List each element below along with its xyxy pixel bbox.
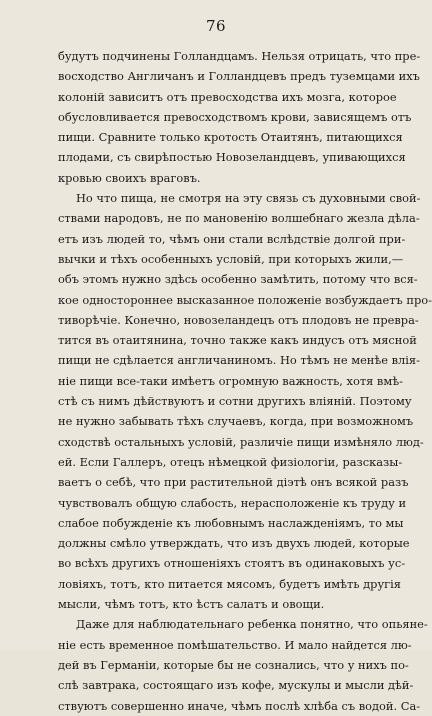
text-line: ніе есть временное помѣшательство. И мало найдется лю- [58, 637, 412, 652]
paragraph-3 [58, 614, 428, 715]
text-line: ей. Если Галлеръ, отецъ нѣмецкой физіологіи, разсказы- [58, 454, 403, 469]
text-line: должны смѣло утверждать, что изъ двухъ людей, которые [58, 536, 410, 551]
text-line: не нужно забывать тѣхъ случаевъ, когда, при возможномъ [58, 414, 414, 429]
text-line: вычки и тѣхъ особенныхъ условій, при которыхъ жили,— [58, 251, 404, 266]
text-line: объ этомъ нужно здѣсь особенно замѣтить, потому что вся- [58, 272, 418, 287]
text-line: тиворѣчіе. Конечно, новозеландецъ отъ плодовъ не превра- [58, 312, 419, 327]
text-line: Но что пища, не смотря на эту связь съ духовными свой- [76, 191, 421, 206]
text-line: обусловливается превосходствомъ крови, зависящемъ отъ [58, 109, 412, 124]
paragraph-2 [58, 188, 432, 614]
text-line: Даже для наблюдательнаго ребенка понятно, что опьяне- [76, 617, 428, 632]
text-line: пищи. Сравните только кротость Отаитянъ, питающихся [58, 130, 403, 145]
text-line: ніе пищи все-таки имѣетъ огромную важность, хотя вмѣ- [58, 373, 403, 388]
text-line: чувствовалъ общую слабость, нерасположеніе къ труду и [58, 495, 407, 510]
text-line: плодами, съ свирѣпостью Новозеландцевъ, упивающихся [58, 150, 406, 165]
text-line: стѣ съ нимъ дѣйствуютъ и сотни другихъ вліяній. Поэтому [58, 394, 412, 409]
page-number: 76 [205, 17, 227, 35]
text-line: будутъ подчинены Голландцамъ. Нельзя отрицать, что пре- [58, 49, 421, 63]
text-line: ствами народовъ, не по мановенію волшебнаго жезла дѣла- [58, 211, 420, 226]
text-line: етъ изъ людей то, чѣмъ они стали вслѣдствіе долгой при- [58, 231, 406, 246]
text-line: пищи не сдѣлается англичаниномъ. Но тѣмъ не менѣе влія- [58, 353, 420, 368]
text-line: колоній зависитъ отъ превосходства ихъ мозга, которое [58, 89, 397, 104]
text-line: кое одностороннее высказанное положеніе возбуждаетъ про- [58, 292, 432, 307]
text-line: сходствѣ остальныхъ условій, различіе пищи измѣняло люд- [58, 434, 424, 449]
body-text [58, 46, 432, 716]
text-line: во всѣхъ другихъ отношеніяхъ стоятъ въ одинаковыхъ ус- [58, 556, 406, 571]
text-line: слѣ завтрака, состоящаго изъ кофе, мускулы и мысли дѣй- [58, 678, 414, 693]
text-line: тится въ отаитянина, точно также какъ индусъ отъ мясной [58, 333, 417, 348]
text-line: дей въ Германіи, которые бы не сознались, что у нихъ по- [58, 657, 409, 672]
paragraph-1 [58, 46, 421, 188]
text-line: ваетъ о себѣ, что при растительной діэтѣ онъ всякой разъ [58, 475, 409, 490]
text-line: кровью своихъ враговъ. [58, 170, 201, 185]
text-line: ловіяхъ, тотъ, кто питается мясомъ, будетъ имѣть другія [58, 576, 401, 591]
text-line: слабое побужденіе къ любовнымъ наслажденіямъ, то мы [58, 515, 404, 530]
text-line: восходство Англичанъ и Голландцевъ предъ туземцами ихъ [58, 69, 420, 84]
text-line: мысли, чѣмъ тотъ, кто ѣстъ салатъ и овощи. [58, 597, 325, 612]
text-line: ствуютъ совершенно иначе, чѣмъ послѣ хлѣба съ водой. Са- [58, 698, 421, 713]
